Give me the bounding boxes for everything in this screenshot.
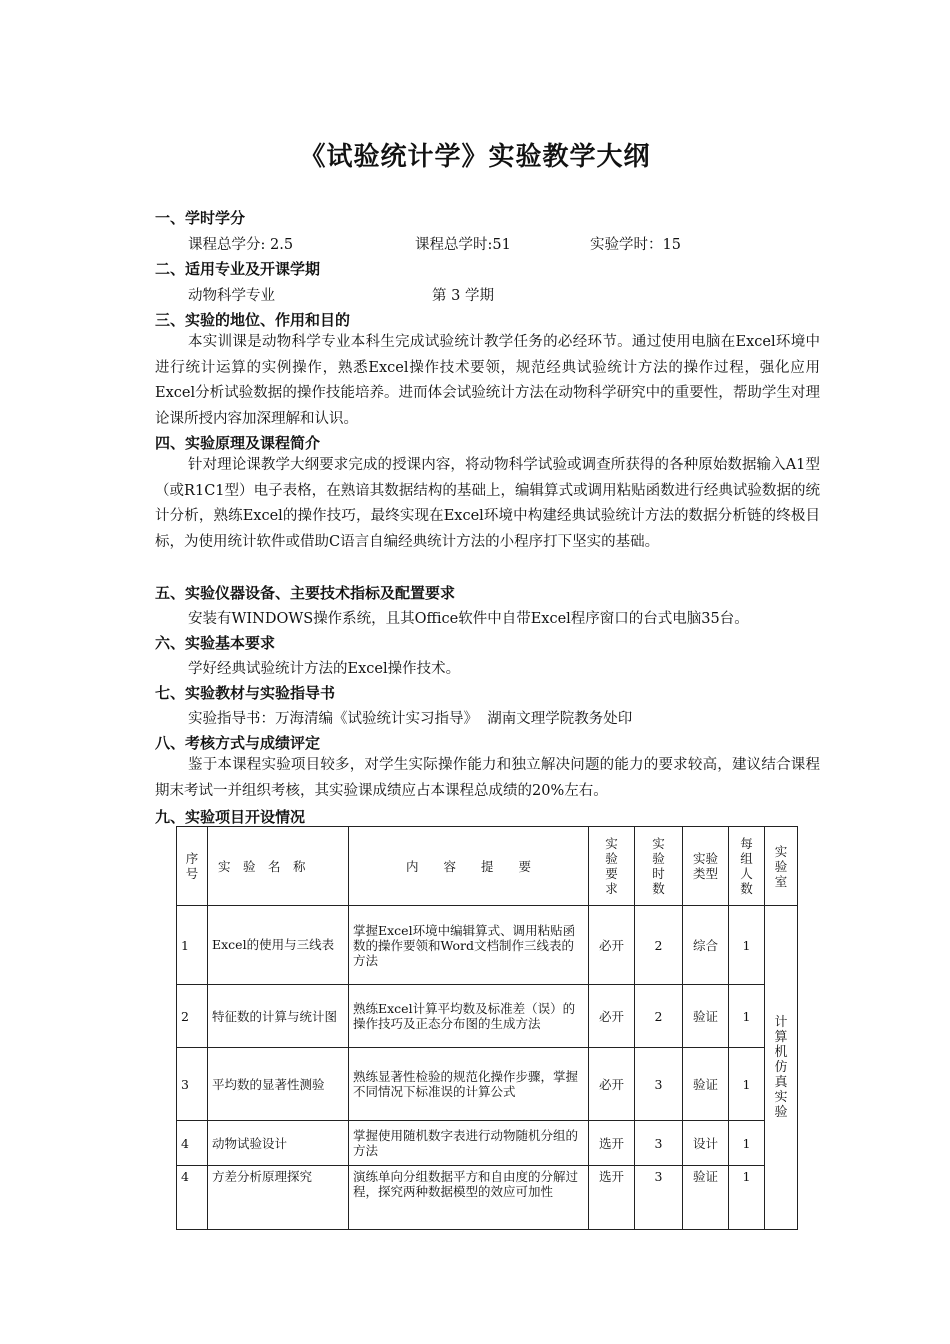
row-no: 2 <box>177 985 208 1048</box>
row-name: 平均数的显著性测验 <box>208 1048 349 1121</box>
row-name: 动物试验设计 <box>208 1121 349 1166</box>
row-no: 1 <box>177 906 208 985</box>
row-group-size: 1 <box>729 985 765 1048</box>
header-no: 序 号 <box>177 827 208 906</box>
header-hours: 实 验 时 数 <box>635 827 683 906</box>
textbook-text: 实验指导书：万海清编《试验统计实习指导》 湖南文理学院教务处印 <box>188 711 633 727</box>
header-group-size: 每 组 人 数 <box>729 827 765 906</box>
row-no: 3 <box>177 1048 208 1121</box>
row-type: 验证 <box>683 1166 729 1230</box>
section-heading-credits: 一、学时学分 <box>155 209 246 227</box>
row-group-size: 1 <box>729 1048 765 1121</box>
major-name: 动物科学专业 <box>188 288 275 304</box>
row-group-size: 1 <box>729 1166 765 1230</box>
row-name: 特征数的计算与统计图 <box>208 985 349 1048</box>
header-type: 实验 类型 <box>683 827 729 906</box>
header-name: 实 验 名 称 <box>208 827 349 906</box>
section-heading-assessment: 八、考核方式与成绩评定 <box>155 734 321 752</box>
assessment-paragraph: 鉴于本课程实验项目较多，对学生实际操作能力和独立解决问题的能力的要求较高，建议结合课程期末考试一并组织考核，其实验课成绩应占本课程总成绩的20%左右。 <box>155 757 820 799</box>
header-lab: 实 验 室 <box>765 827 798 906</box>
equipment-text: 安装有WINDOWS操作系统，且其Office软件中自带Excel程序窗口的台式电脑35台。 <box>188 611 749 627</box>
requirements-text: 学好经典试验统计方法的Excel操作技术。 <box>188 661 461 677</box>
row-content: 掌握使用随机数字表进行动物随机分组的方法 <box>349 1121 589 1166</box>
row-hours: 3 <box>635 1121 683 1166</box>
row-requirement: 必开 <box>589 1048 635 1121</box>
row-content: 掌握Excel环境中编辑算式、调用粘贴函数的操作要领和Word文档制作三线表的方法 <box>349 906 589 985</box>
row-name: Excel的使用与三线表 <box>208 906 349 985</box>
row-requirement: 选开 <box>589 1166 635 1230</box>
experiment-table <box>176 826 798 1230</box>
lab-name: 计 算 机 仿 真 实 验 <box>765 906 798 1230</box>
row-no: 4 <box>177 1166 208 1230</box>
row-type: 综合 <box>683 906 729 985</box>
row-content: 熟练Excel计算平均数及标准差（误）的操作技巧及正态分布图的生成方法 <box>349 985 589 1048</box>
total-credits: 课程总学分: 2.5 <box>188 237 294 253</box>
row-type: 设计 <box>683 1121 729 1166</box>
section-heading-projects: 九、实验项目开设情况 <box>155 808 306 826</box>
section-heading-principle: 四、实验原理及课程简介 <box>155 434 321 452</box>
row-type: 验证 <box>683 1048 729 1121</box>
row-requirement: 必开 <box>589 906 635 985</box>
section-heading-equipment: 五、实验仪器设备、主要技术指标及配置要求 <box>155 584 456 602</box>
row-hours: 2 <box>635 985 683 1048</box>
row-requirement: 必开 <box>589 985 635 1048</box>
row-name: 方差分析原理探究 <box>208 1166 349 1230</box>
row-content: 熟练显著性检验的规范化操作步骤，掌握不同情况下标准误的计算公式 <box>349 1048 589 1121</box>
page-title: 《试验统计学》实验教学大纲 <box>299 142 651 172</box>
row-hours: 3 <box>635 1166 683 1230</box>
table-row <box>177 1166 798 1230</box>
purpose-paragraph: 本实训课是动物科学专业本科生完成试验统计教学任务的必经环节。通过使用电脑在Excel环境中进行统计运算的实例操作，熟悉Excel操作技术要领，规范经典试验统计方法的操作过程，强化应用Excel分析试验数据的操作技能培养。进而体会试验统计方法在动物科学研究中的重要性，帮助学生对理论课所授内容加深理解和认识。 <box>155 334 820 427</box>
row-group-size: 1 <box>729 1121 765 1166</box>
section-heading-textbook: 七、实验教材与实验指导书 <box>155 684 336 702</box>
table-row <box>177 1048 798 1121</box>
table-row <box>177 906 798 985</box>
section-heading-requirements: 六、实验基本要求 <box>155 634 276 652</box>
row-hours: 3 <box>635 1048 683 1121</box>
section-heading-purpose: 三、实验的地位、作用和目的 <box>155 311 351 329</box>
total-hours: 课程总学时:51 <box>415 237 511 253</box>
row-requirement: 选开 <box>589 1121 635 1166</box>
table-row <box>177 1121 798 1166</box>
row-content: 演练单向分组数据平方和自由度的分解过程，探究两种数据模型的效应可加性 <box>349 1166 589 1230</box>
header-content: 内 容 提 要 <box>349 827 589 906</box>
row-no: 4 <box>177 1121 208 1166</box>
row-group-size: 1 <box>729 906 765 985</box>
row-type: 验证 <box>683 985 729 1048</box>
principle-paragraph: 针对理论课教学大纲要求完成的授课内容，将动物科学试验或调查所获得的各种原始数据输入A1型（或R1C1型）电子表格，在熟谙其数据结构的基础上，编辑算式或调用粘贴函数进行经典试验数据的统计分析，熟练Excel的操作技巧，最终实现在Excel环境中构建经典试验统计方法的数据分析链的终极目标，为使用统计软件或借助C语言自编经典统计方法的小程序打下坚实的基础。 <box>155 457 820 550</box>
section-heading-major: 二、适用专业及开课学期 <box>155 260 321 278</box>
header-requirement: 实 验 要 求 <box>589 827 635 906</box>
semester: 第 3 学期 <box>432 288 494 304</box>
row-hours: 2 <box>635 906 683 985</box>
table-header-row <box>177 827 798 906</box>
lab-hours: 实验学时：15 <box>590 237 681 253</box>
table-row <box>177 985 798 1048</box>
